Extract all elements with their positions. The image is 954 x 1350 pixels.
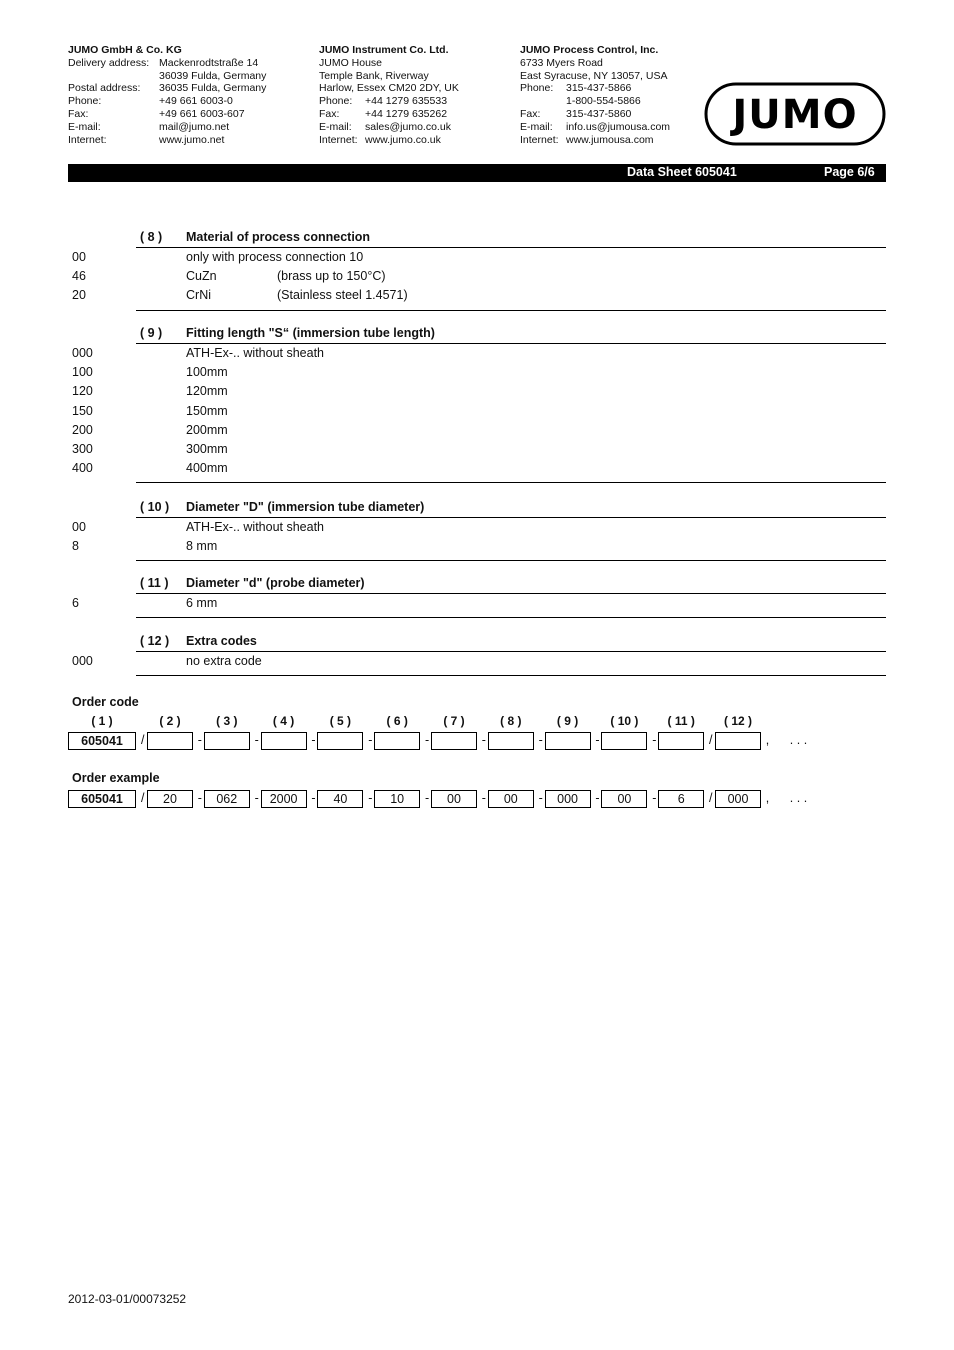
order-separator: / [709,791,713,805]
order-separator: - [254,733,259,747]
contact-label: Phone: [319,95,353,108]
option-description: no extra code [186,654,262,668]
contact-label: E-mail: [520,120,553,133]
order-separator: - [652,733,657,747]
section-number: ( 12 ) [140,634,170,648]
option-description: ATH-Ex-.. without sheath [186,346,325,360]
address-line: 6733 Myers Road [520,56,603,69]
contact-value: sales@jumo.co.uk [365,120,451,133]
contact-value: +49 661 6003-0 [159,95,233,108]
order-field: 2000 [261,790,307,808]
option-description: 200mm [186,422,228,437]
contact-row [520,95,700,108]
order-position-label: ( 2 ) [159,714,181,728]
order-separator: - [538,733,543,747]
contact-value: 36035 Fulda, Germany [159,82,267,95]
page-number: Page 6/6 [824,165,875,179]
contact-value: 1-800-554-5866 [566,95,641,108]
order-separator: - [368,791,373,805]
contact-label: Postal address: [68,82,141,95]
order-field: 062 [204,790,250,808]
order-field [715,732,761,750]
address-jumo-uk [319,44,509,146]
order-position-label: ( 9 ) [556,714,579,728]
contact-row [319,108,509,121]
contact-row [520,82,700,95]
section-number: ( 9 ) [140,326,163,340]
option-code: 120 [72,384,93,399]
order-position-label: ( 6 ) [386,714,408,728]
order-field: 10 [374,790,420,808]
order-separator: - [595,791,600,805]
option-note: (Stainless steel 1.4571) [277,288,408,303]
contact-value: 315-437-5860 [566,107,632,120]
option-description: CrNi [186,288,211,303]
order-separator: - [481,791,486,805]
section-title: Diameter "D" (immersion tube diameter) [186,500,425,514]
section-header [136,500,886,518]
address-line: JUMO House [319,56,383,69]
order-code-title: Order code [72,695,139,709]
contact-label: Fax: [520,107,541,120]
option-description: 100mm [186,365,228,380]
order-separator: / [709,733,713,747]
logo-text: JUMO [732,92,858,138]
address-line: Temple Bank, Riverway [319,69,429,82]
section-title: Diameter "d" (probe diameter) [186,576,365,590]
order-separator: - [311,733,316,747]
option-code: 00 [72,250,86,264]
contact-row [68,134,298,147]
section-number: ( 10 ) [140,500,170,514]
order-position-label: ( 4 ) [272,714,295,728]
option-code: 400 [72,461,93,476]
section-end-rule [136,617,886,618]
option-description: only with process connection 10 [186,250,364,264]
jumo-logo [704,82,886,146]
section-title: Extra codes [186,634,257,648]
contact-row [319,121,509,134]
contact-value: 36039 Fulda, Germany [159,69,267,82]
company-name: JUMO GmbH & Co. KG [68,44,182,56]
order-field: 000 [715,790,761,808]
option-code: 000 [72,346,93,360]
order-separator: - [652,791,657,805]
order-trailer-ellipsis: . . . [789,733,808,747]
address-jumo-gmbh [68,44,298,146]
order-field [601,732,647,750]
order-separator: - [595,733,600,747]
section-title: Material of process connection [186,230,371,244]
option-code: 150 [72,403,93,418]
contact-value: +44 1279 635262 [365,107,448,120]
order-separator: - [481,733,486,747]
order-field: 20 [147,790,193,808]
contact-value: www.jumo.co.uk [365,133,441,146]
option-code: 6 [72,596,79,610]
order-example-title: Order example [72,771,160,785]
order-field [317,732,363,750]
section-end-rule [136,482,886,483]
order-field [374,732,420,750]
order-position-label: ( 10 ) [610,714,639,728]
order-field: 00 [431,790,477,808]
order-trailer-ellipsis: . . . [789,791,808,805]
order-field: 6 [658,790,704,808]
option-description: 400mm [186,461,228,476]
contact-label: E-mail: [319,120,352,133]
contact-value: mail@jumo.net [159,120,230,133]
order-base-code: 605041 [68,732,136,750]
option-code: 20 [72,288,86,303]
order-separator: - [368,733,373,747]
data-sheet-bar [68,164,886,182]
option-code: 300 [72,442,93,456]
contact-label: Internet: [319,133,358,146]
order-base-code: 605041 [68,790,136,808]
section-end-rule [136,310,886,311]
order-position-label: ( 12 ) [723,714,752,728]
option-code: 000 [72,654,93,668]
contact-value: info.us@jumousa.com [566,120,671,133]
option-note: (brass up to 150°C) [277,269,386,284]
contact-label: Delivery address: [68,56,150,69]
order-separator: / [141,791,145,805]
order-separator: - [197,733,202,747]
contact-row [520,108,700,121]
contact-row [319,134,509,147]
section-header [136,576,886,594]
option-description: ATH-Ex-.. without sheath [186,520,325,534]
contact-label: Phone: [68,95,102,108]
option-description: CuZn [186,269,217,284]
contact-row [319,95,509,108]
data-sheet-number: Data Sheet 605041 [627,165,737,179]
contact-label: Internet: [520,133,559,146]
contact-row [520,134,700,147]
contact-label: E-mail: [68,120,101,133]
order-position-label: ( 3 ) [216,714,238,728]
order-position-label: ( 1 ) [91,714,113,728]
option-code: 100 [72,365,93,380]
order-separator: - [538,791,543,805]
contact-row [520,121,700,134]
document-id: 2012-03-01/00073252 [68,1292,187,1306]
order-position-label: ( 7 ) [443,714,465,728]
order-separator: - [197,791,202,805]
order-field: 00 [488,790,534,808]
order-separator: / [141,733,145,747]
contact-label: Fax: [68,107,89,120]
order-position-label: ( 8 ) [500,714,522,728]
section-header [136,634,886,652]
contact-row [68,70,298,83]
section-end-rule [136,560,886,561]
order-field: 000 [545,790,591,808]
order-field [261,732,307,750]
order-trailer-comma: , [765,791,770,805]
contact-row [68,57,298,70]
contact-label: Phone: [520,82,554,95]
order-field [658,732,704,750]
address-line: East Syracuse, NY 13057, USA [520,69,668,82]
order-field [431,732,477,750]
option-description: 150mm [186,403,228,418]
contact-value: +49 661 6003-607 [159,107,245,120]
contact-label: Internet: [68,133,107,146]
company-name: JUMO Instrument Co. Ltd. [319,44,449,56]
contact-label: Fax: [319,107,340,120]
contact-value: www.jumo.net [159,133,225,146]
option-code: 00 [72,520,86,534]
option-code: 200 [72,422,93,437]
option-description: 8 mm [186,539,218,554]
order-position-label: ( 5 ) [329,714,352,728]
contact-row [68,95,298,108]
order-separator: - [425,791,430,805]
option-code: 8 [72,539,79,554]
contact-value: 315-437-5866 [566,82,632,95]
section-title: Fitting length "S“ (immersion tube length) [186,326,435,340]
section-end-rule [136,675,886,676]
order-field: 40 [317,790,363,808]
contact-row [68,121,298,134]
contact-value: +44 1279 635533 [365,95,448,108]
section-number: ( 11 ) [140,576,169,590]
order-field [488,732,534,750]
order-separator: - [425,733,430,747]
order-position-label: ( 11 ) [667,714,695,728]
company-name: JUMO Process Control, Inc. [520,44,659,56]
contact-row [68,82,298,95]
address-jumo-us [520,44,700,146]
option-code: 46 [72,269,86,284]
contact-row [68,108,298,121]
option-description: 120mm [186,384,228,399]
contact-value: www.jumousa.com [566,133,654,146]
section-number: ( 8 ) [140,230,163,244]
contact-value: Mackenrodtstraße 14 [159,56,259,69]
order-field: 00 [601,790,647,808]
section-header [136,326,886,344]
order-separator: - [254,791,259,805]
option-description: 6 mm [186,596,218,610]
order-trailer-comma: , [765,733,770,747]
section-header [136,230,886,248]
order-separator: - [311,791,316,805]
order-field [545,732,591,750]
order-field [204,732,250,750]
order-field [147,732,193,750]
address-line: Harlow, Essex CM20 2DY, UK [319,82,459,95]
option-description: 300mm [186,442,228,456]
